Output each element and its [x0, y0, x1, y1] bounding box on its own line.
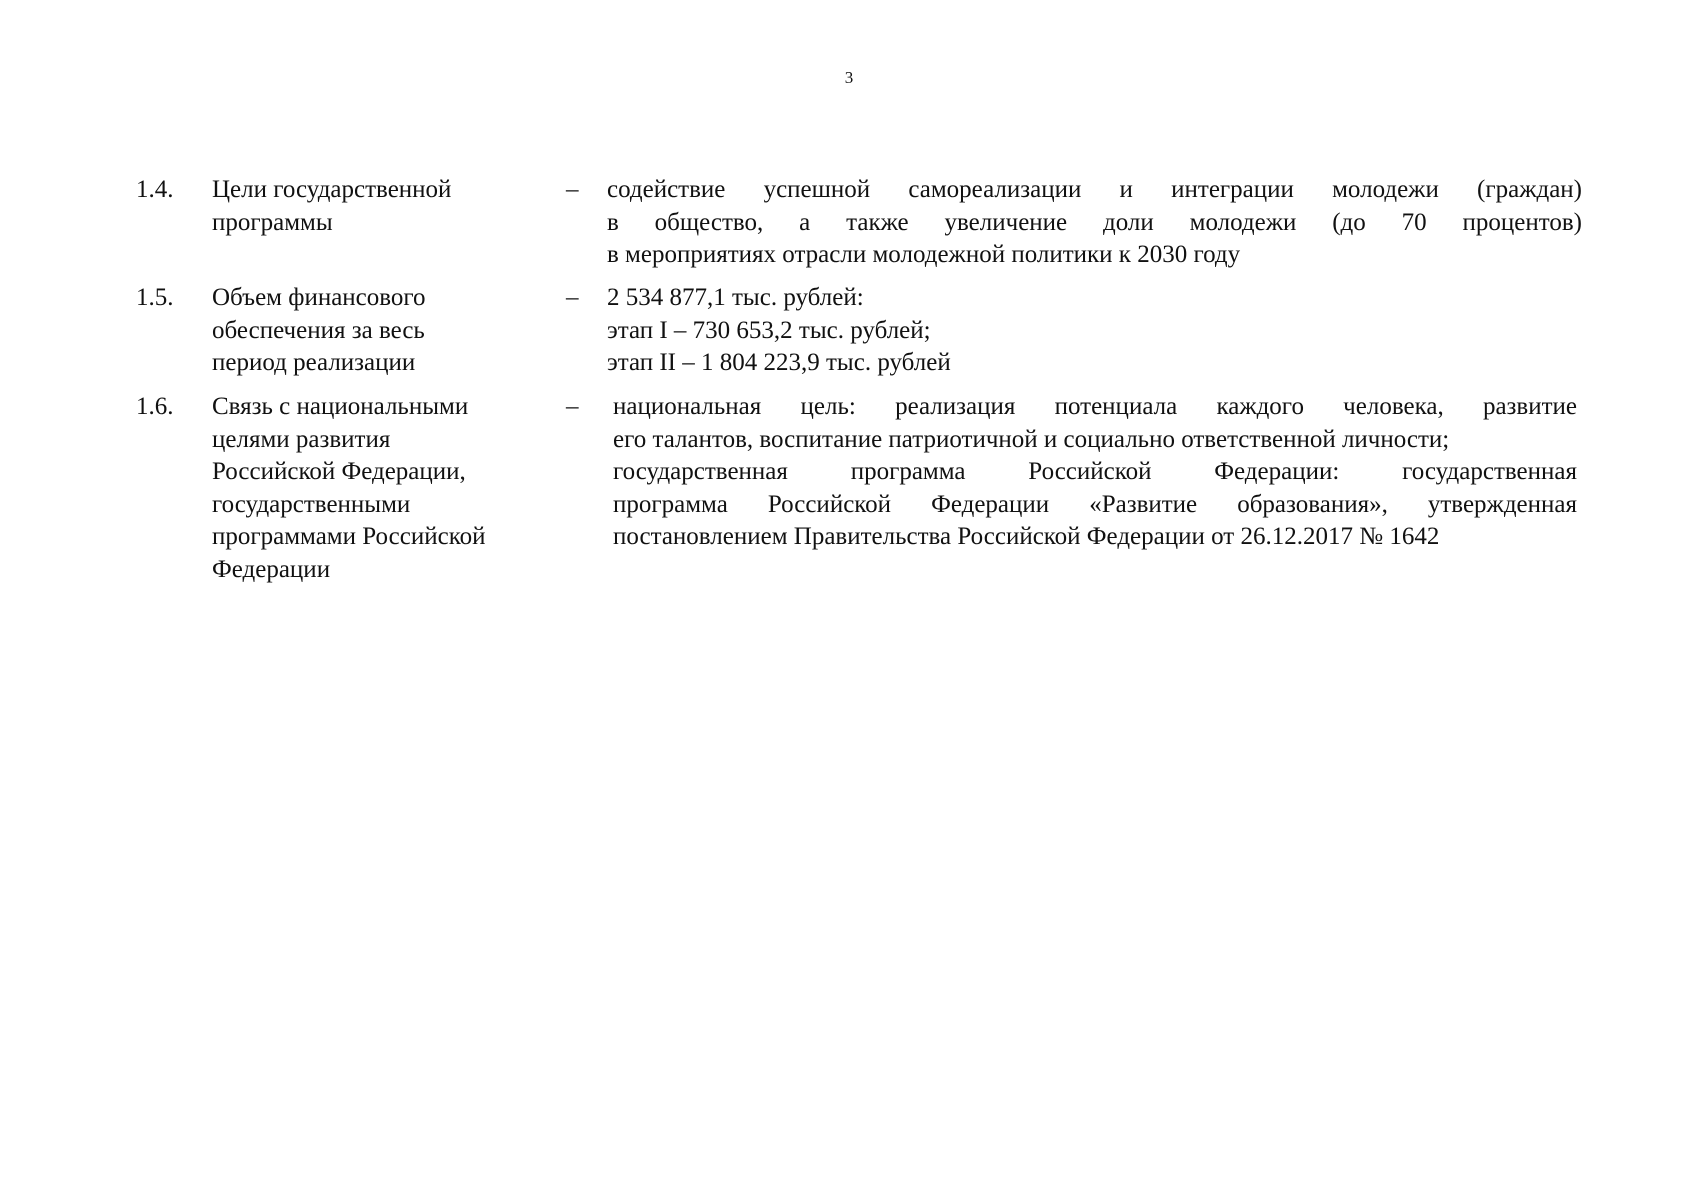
row-value-line: этап II – 1 804 223,9 тыс. рублей	[607, 349, 951, 376]
row-label-line: Связь с национальными	[212, 393, 469, 420]
row-label-line: обеспечения за весь	[212, 316, 425, 344]
row-label-line: Объем финансового	[212, 284, 426, 311]
row-value-line: национальная цель: реализация потенциала каждого человека, развитие	[613, 393, 1577, 420]
page-number: 3	[844, 68, 854, 87]
row-number: 1.5.	[136, 284, 174, 311]
row-number: 1.6.	[136, 393, 174, 420]
row-value-line: государственная программа Российской Федерации: государственная	[613, 458, 1577, 485]
row-value-line: в мероприятиях отрасли молодежной политики к 2030 году	[607, 241, 1241, 268]
row-value-line: 2 534 877,1 тыс. рублей:	[607, 284, 864, 311]
row-label-line: Цели государственной	[212, 176, 452, 203]
row-label	[212, 391, 542, 586]
row-label-line: программы	[212, 208, 333, 236]
row-value	[607, 174, 1582, 272]
row-value	[613, 391, 1577, 554]
row-dash: –	[566, 393, 579, 420]
row-label-line: государственными	[212, 490, 411, 518]
row-value-line: программа Российской Федерации «Развитие образования», утвержденная	[613, 490, 1577, 518]
row-label-line: Федерации	[212, 555, 331, 583]
row-value-line: его талантов, воспитание патриотичной и социально ответственной личности;	[613, 425, 1450, 453]
row-number: 1.4.	[136, 176, 174, 203]
row-label-line: целями развития	[212, 425, 391, 453]
row-label	[212, 282, 542, 380]
row-value-line: этап I – 730 653,2 тыс. рублей;	[607, 316, 931, 344]
row-label-line: период реализации	[212, 349, 416, 376]
row-label	[212, 174, 542, 239]
row-value-line: содействие успешной самореализации и интеграции молодежи (граждан)	[607, 176, 1582, 203]
row-value-line: постановлением Правительства Российской Федерации от 26.12.2017 № 1642	[613, 523, 1440, 550]
row-label-line: программами Российской	[212, 523, 486, 550]
row-value-line: в общество, а также увеличение доли молодежи (до 70 процентов)	[607, 208, 1582, 236]
row-dash: –	[566, 284, 579, 311]
row-dash: –	[566, 176, 579, 203]
row-value	[607, 282, 1582, 380]
row-label-line: Российской Федерации,	[212, 458, 466, 485]
